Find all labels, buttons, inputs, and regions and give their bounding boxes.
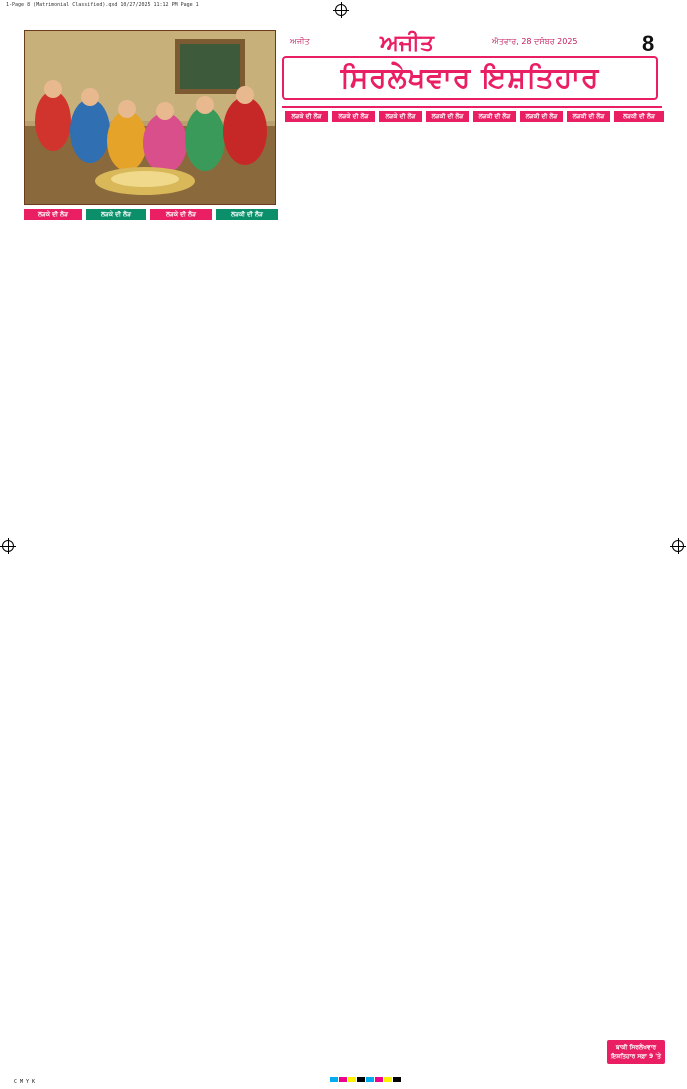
masthead-rule — [282, 106, 662, 108]
column-heading: ਲੜਕੇ ਦੀ ਲੋੜ — [332, 111, 375, 122]
ads-column-8 — [614, 111, 664, 1036]
page-number: 8 — [642, 31, 655, 56]
color-bars — [330, 1077, 401, 1082]
ads-column-4 — [426, 111, 469, 1066]
column-heading: ਲੜਕੀ ਦੀ ਲੋੜ — [567, 111, 610, 122]
column-heading: ਲੜਕੇ ਦੀ ਲੋੜ — [86, 209, 146, 220]
continued-stamp — [607, 1040, 665, 1064]
column-heading: ਲੜਕੇ ਦੀ ਲੋੜ — [150, 209, 212, 220]
ads-column-lower-2 — [86, 209, 146, 1066]
ads-column-6 — [520, 111, 563, 1066]
folk-painting-illustration — [24, 30, 276, 205]
ads-column-1 — [285, 111, 328, 1066]
masthead-brand: ਅਜੀਤ — [380, 30, 434, 56]
ads-column-5 — [473, 111, 516, 1066]
section-title: ਸਿਰਲੇਖਵਾਰ ਇਸ਼ਤਿਹਾਰ — [282, 56, 658, 100]
ads-column-lower-4 — [216, 209, 278, 1066]
ads-column-7 — [567, 111, 610, 1066]
column-heading: ਲੜਕੀ ਦੀ ਲੋੜ — [216, 209, 278, 220]
column-heading: ਲੜਕੀ ਦੀ ਲੋੜ — [614, 111, 664, 122]
ads-column-2 — [332, 111, 375, 1066]
stamp-line-2: ਇਸ਼ਤਿਹਾਰ ਸਫ਼ਾ 9 'ਤੇ — [611, 1053, 661, 1060]
column-heading: ਲੜਕੇ ਦੀ ਲੋੜ — [285, 111, 328, 122]
registration-mark-left — [2, 540, 14, 552]
masthead — [282, 30, 662, 105]
column-heading: ਲੜਕੇ ਦੀ ਲੋੜ — [379, 111, 422, 122]
issue-date: ਐਤਵਾਰ, 28 ਦਸੰਬਰ 2025 — [492, 37, 578, 46]
registration-mark-top — [335, 4, 347, 16]
column-heading: ਲੜਕੀ ਦੀ ਲੋੜ — [520, 111, 563, 122]
paper-name: ਅਜੀਤ — [290, 37, 310, 46]
stamp-line-1: ਬਾਕੀ ਸਿਰਲੇਖਵਾਰ — [615, 1044, 657, 1051]
slug-line: 1-Page 8 (Matrimonial Classified).qxd 10/27/2025 11:12 PM Page 1 — [6, 2, 199, 8]
column-heading: ਲੜਕੀ ਦੀ ਲੋੜ — [426, 111, 469, 122]
column-heading: ਲੜਕੀ ਦੀ ਲੋੜ — [473, 111, 516, 122]
registration-mark-right — [672, 540, 684, 552]
ads-column-lower-3 — [150, 209, 212, 1066]
column-heading: ਲੜਕੇ ਦੀ ਲੋੜ — [24, 209, 82, 220]
ads-column-3 — [379, 111, 422, 1066]
cmyk-label: C M Y K — [14, 1079, 36, 1085]
ads-column-lower-1 — [24, 209, 82, 1066]
print-footer — [0, 1069, 687, 1089]
